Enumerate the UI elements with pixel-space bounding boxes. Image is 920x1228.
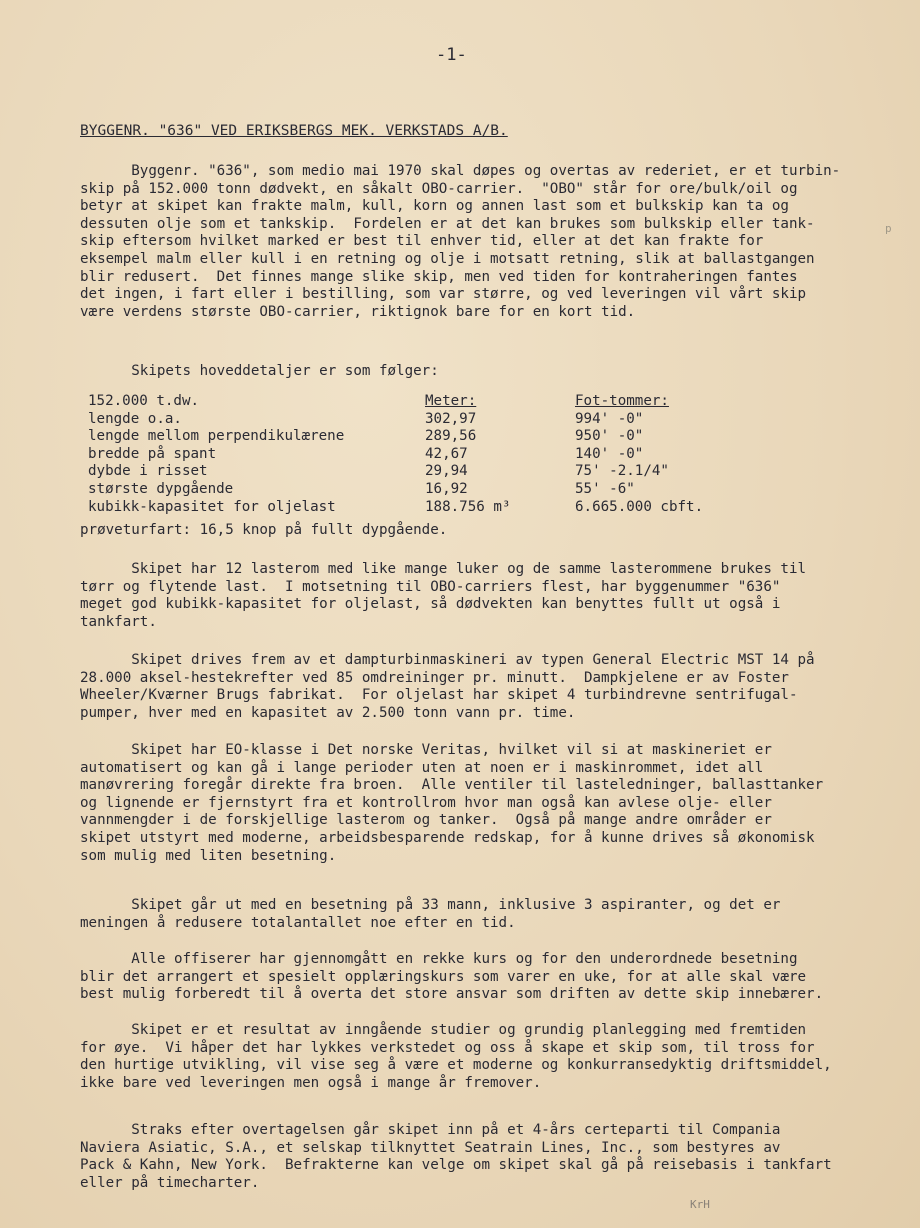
spec-label: kubikk-kapasitet for oljelast [88, 498, 336, 515]
paragraph-outlook: Skipet er et resultat av inngående studier og grundig planlegging med fremtiden for øye. Vi håper det har lykkes verkstedet og oss å skape et skip som, til tross for den hurtige utvikling, vil vise seg å være et moderne og konkurransedyktig driftsmiddel, ikke bare ved leveringen men også i mange år fremover. [80, 1022, 832, 1091]
spec-feet: 75' -2.1/4" [575, 463, 669, 480]
paragraph-crew: Skipet går ut med en besetning på 33 mann, inklusive 3 aspiranter, og det er meningen å redusere totalantallet noe efter en tid. [80, 897, 781, 931]
spec-feet: 994' -0" [575, 410, 644, 427]
specs-table [80, 393, 740, 516]
spec-row [80, 411, 740, 429]
spec-label: lengde o.a. [88, 410, 182, 427]
specs-header-label: 152.000 t.dw. [88, 393, 200, 409]
specs-header-row [80, 393, 740, 411]
paragraph-specs-intro: Skipets hoveddetaljer er som følger: [80, 363, 439, 379]
specs-header-feet: Fot-tommer: [575, 393, 669, 409]
paragraph-cargo-holds: Skipet har 12 lasterom med like mange luker og de samme lasterommene brukes til tørr og flytende last. I motsetning til OBO-carriers flest, har byggenummer "636" meget god kubikk-kapasitet for oljelast, så dødvekten kan benyttes fullt ut også i tankfart. [80, 561, 807, 630]
spec-label: lengde mellom perpendikulærene [88, 428, 345, 445]
typist-initials: KrH [690, 1198, 710, 1211]
specs-header-meter: Meter: [425, 393, 477, 409]
spec-label: dybde i risset [88, 463, 208, 480]
trial-speed-line: prøveturfart: 16,5 knop på fullt dypgående. [80, 522, 448, 538]
spec-meter: 289,56 [425, 428, 477, 445]
paragraph-charter: Straks efter overtagelsen går skipet inn på et 4-års certeparti til Compania Naviera Asiatic, S.A., et selskap tilknyttet Seatrain Lines, Inc., som bestyres av Pack & Kahn, New York. Befrakterne kan velge om skipet skal gå på reisebasis i tankfart eller på timecharter. [80, 1122, 832, 1191]
spec-meter: 29,94 [425, 463, 468, 480]
paragraph-training: Alle offiserer har gjennomgått en rekke kurs og for den underordnede besetning blir det arrangert et spesielt opplæringskurs som varer en uke, for at alle skal være best mulig forberedt til å overta det store ansvar som driften av dette skip innebærer. [80, 951, 824, 1003]
spec-row [80, 481, 740, 499]
page-number: -1- [436, 45, 467, 65]
spec-meter: 42,67 [425, 445, 468, 462]
spec-row [80, 499, 740, 517]
spec-label: største dypgående [88, 480, 234, 497]
spec-feet: 55' -6" [575, 480, 635, 497]
document-heading: BYGGENR. "636" VED ERIKSBERGS MEK. VERKSTADS A/B. [80, 123, 508, 139]
paragraph-machinery: Skipet drives frem av et dampturbinmaskineri av typen General Electric MST 14 på 28.000 aksel-hestekrefter ved 85 omdreininger pr. minutt. Dampkjelene er av Foster Wheeler/Kværner Brugs fabrikat. For oljelast har skipet 4 turbindrevne sentrifugal- pumper, hver med en kapasitet av 2.500 tonn vann pr. time. [80, 652, 815, 721]
spec-meter: 16,92 [425, 480, 468, 497]
spec-row [80, 446, 740, 464]
spec-row [80, 428, 740, 446]
spec-feet: 950' -0" [575, 428, 644, 445]
spec-meter: 188.756 m³ [425, 498, 511, 515]
spec-feet: 6.665.000 cbft. [575, 498, 704, 515]
paragraph-intro: Byggenr. "636", som medio mai 1970 skal døpes og overtas av rederiet, er et turbin- skip på 152.000 tonn dødvekt, en såkalt OBO-carrier. "OBO" står for ore/bulk/oil og betyr at skipet kan frakte malm, kull, korn og annen last som et bulkskip kan ta og dessuten olje som et tankskip. Fordelen er at det kan brukes som bulkskip eller tank- skip eftersom hvilket marked er best til enhver tid, eller at det kan frakte for eksempel malm eller kull i en retning og olje i motsatt retning, slik at ballastgangen blir redusert. Det finnes mange slike skip, men ved tiden for kontraheringen fantes det ingen, i fart eller i bestilling, som var større, og ved leveringen vil vårt skip være verdens største OBO-carrier, riktignok bare for en kort tid. [80, 163, 841, 320]
spec-row [80, 463, 740, 481]
spec-feet: 140' -0" [575, 445, 644, 462]
paragraph-classification: Skipet har EO-klasse i Det norske Veritas, hvilket vil si at maskineriet er automatisert og kan gå i lange perioder uten at noen er i maskinrommet, idet all manøvrering foregår direkte fra broen. Alle ventiler til lasteledninger, ballasttanker og lignende er fjernstyrt fra et kontrollrom hvor man også kan avlese olje- eller vannmengder i de forskjellige lasterom og tanker. Også på mange andre områder er skipet utstyrt med moderne, arbeidsbesparende redskap, for å kunne drives så økonomisk som mulig med liten besetning. [80, 742, 824, 864]
margin-mark: p [885, 222, 892, 235]
spec-meter: 302,97 [425, 410, 477, 427]
spec-label: bredde på spant [88, 445, 217, 462]
